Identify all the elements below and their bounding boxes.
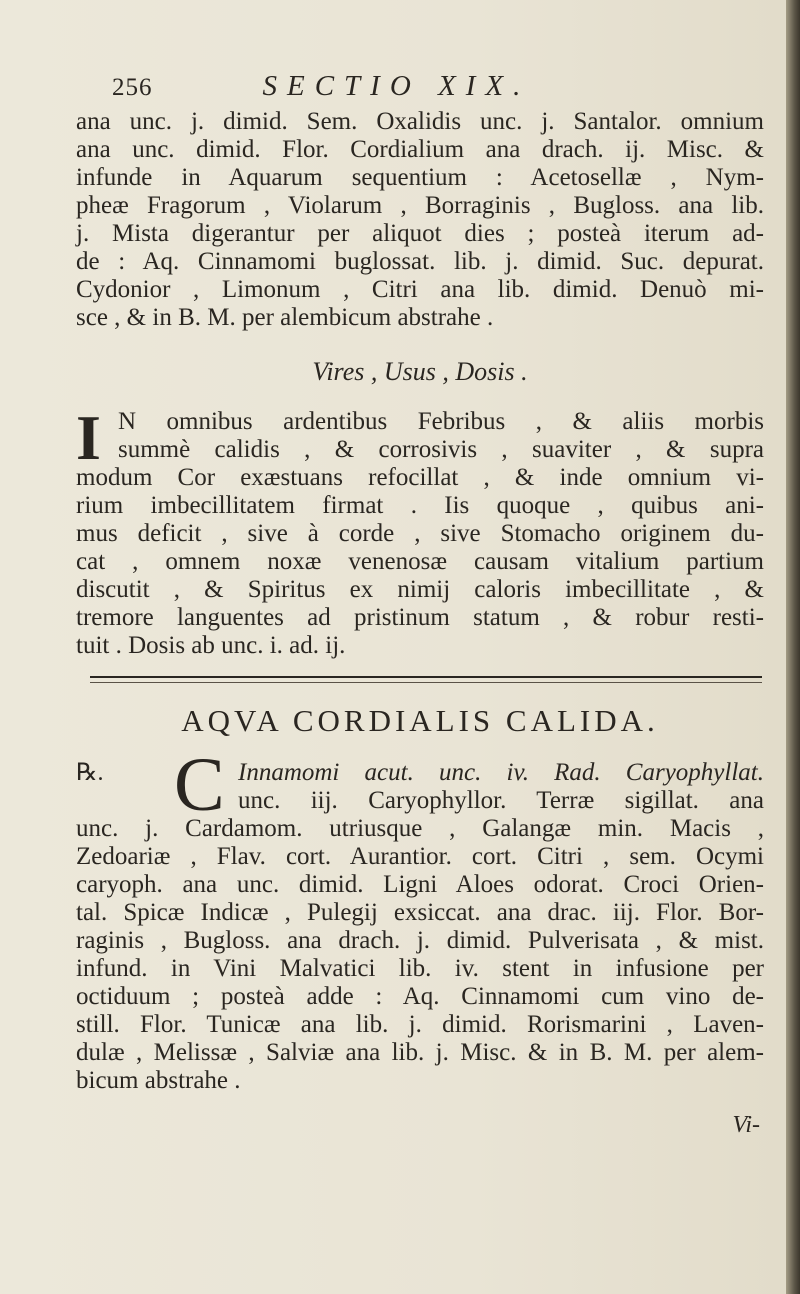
text-line: mus deficit , sive à corde , sive Stomacho originem du-: [76, 520, 764, 547]
text-line: still. Flor. Tunicæ ana lib. j. dimid. Rorismarini , Laven-: [76, 1011, 764, 1038]
text-line: tuit . Dosis ab unc. i. ad. ij.: [76, 632, 346, 659]
text-line: caryoph. ana unc. dimid. Ligni Aloes odorat. Croci Orien-: [76, 871, 764, 898]
page-header: [76, 72, 764, 108]
page-number: 256: [112, 74, 153, 101]
text-line: rium imbecillitatem firmat . Iis quoque , quibus ani-: [76, 492, 764, 519]
section-subheading: Vires , Usus , Dosis .: [312, 357, 528, 386]
page-gutter: [786, 0, 800, 1294]
text-line: unc. j. Cardamom. utriusque , Galangæ min. Macis ,: [76, 815, 764, 842]
paragraph-vires: [76, 402, 764, 660]
page-text: [76, 72, 764, 1139]
text-line: ana unc. j. dimid. Sem. Oxalidis unc. j. Santalor. omnium: [76, 108, 764, 135]
text-line: de : Aq. Cinnamomi buglossat. lib. j. dimid. Suc. depurat.: [76, 248, 764, 275]
recipe-paragraph: [76, 743, 764, 1095]
text-line: Innamomi acut. unc. iv. Rad. Caryophyllat.: [238, 759, 764, 786]
text-line: infunde in Aquarum sequentium : Acetosellæ , Nym-: [76, 164, 764, 191]
horizontal-rule: [90, 676, 762, 683]
text-line: Zedoariæ , Flav. cort. Aurantior. cort. Citri , sem. Ocymi: [76, 843, 764, 870]
text-line: infund. in Vini Malvatici lib. iv. stent in infusione per: [76, 955, 764, 982]
text-line: summè calidis , & corrosivis , suaviter , & supra: [118, 436, 764, 463]
text-line: unc. iij. Caryophyllor. Terræ sigillat. ana: [238, 787, 764, 814]
drop-cap: C: [174, 743, 225, 827]
text-line: pheæ Fragorum , Violarum , Borraginis , Bugloss. ana lib.: [76, 192, 764, 219]
text-line: N omnibus ardentibus Febribus , & aliis morbis: [118, 408, 764, 435]
text-line: octiduum ; posteà adde : Aq. Cinnamomi cum vino de-: [76, 983, 764, 1010]
catchword: Vi-: [732, 1112, 760, 1138]
text-line: dulæ , Melissæ , Salviæ ana lib. j. Misc. & in B. M. per alem-: [76, 1039, 764, 1066]
running-head: SECTIO XIX.: [262, 70, 531, 102]
recipe-title: AQVA CORDIALIS CALIDA.: [181, 703, 659, 738]
text-line: tal. Spicæ Indicæ , Pulegij exsiccat. ana drac. iij. Flor. Bor-: [76, 899, 764, 926]
recipe-symbol: ℞.: [76, 760, 104, 786]
text-line: raginis , Bugloss. ana drach. j. dimid. Pulverisata , & mist.: [76, 927, 764, 954]
drop-cap: I: [76, 402, 101, 473]
text-line: modum Cor exæstuans refocillat , & inde omnium vi-: [76, 464, 764, 491]
paragraph-continued: [76, 108, 764, 332]
text-line: discutit , & Spiritus ex nimij caloris imbecillitate , &: [76, 576, 764, 603]
text-line: Cydonior , Limonum , Citri ana lib. dimid. Denuò mi-: [76, 276, 764, 303]
text-line: j. Mista digerantur per aliquot dies ; posteà iterum ad-: [76, 220, 764, 247]
text-line: tremore languentes ad pristinum statum , & robur resti-: [76, 604, 764, 631]
text-line: bicum abstrahe .: [76, 1067, 241, 1094]
text-line: cat , omnem noxæ venenosæ causam vitalium partium: [76, 548, 764, 575]
text-line: ana unc. dimid. Flor. Cordialium ana drach. ij. Misc. &: [76, 136, 764, 163]
text-line: sce , & in B. M. per alembicum abstrahe .: [76, 304, 494, 331]
